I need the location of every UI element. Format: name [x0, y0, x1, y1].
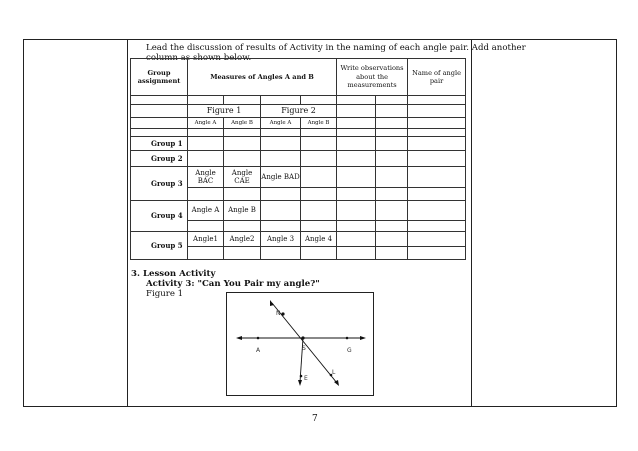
activity-title: Activity 3: "Can You Pair my angle?"	[146, 279, 320, 289]
fig2-angle-b: Angle B	[301, 118, 337, 129]
point-n	[281, 312, 284, 315]
group-5-angle-2: Angle2	[224, 232, 261, 247]
label-l: L	[332, 369, 336, 376]
header-angle-pair-name: Name of angle pair	[408, 59, 466, 96]
group-1-label: Group 1	[131, 137, 188, 151]
group-3-label: Group 3	[131, 167, 188, 201]
figure-2-header: Figure 2	[261, 105, 337, 118]
header-observations: Write observations about the measurements	[337, 59, 408, 96]
point-g	[346, 337, 349, 340]
header-measures: Measures of Angles A and B	[188, 59, 337, 96]
results-table	[130, 58, 466, 260]
figure-caption: Figure 1	[146, 289, 184, 299]
point-a	[257, 337, 260, 340]
fig1-angle-a: Angle A	[188, 118, 224, 129]
group-4-angle-b: Angle B	[224, 201, 261, 221]
label-e: E	[304, 375, 308, 382]
label-n: N	[276, 310, 281, 317]
group-3-angle-bad: Angle BAD	[261, 167, 301, 188]
fig2-angle-a: Angle A	[261, 118, 301, 129]
point-s	[301, 336, 304, 339]
intro-line-1: Lead the discussion of results of Activity in the naming of each angle pair. Add another	[146, 43, 526, 53]
group-5-angle-1: Angle1	[188, 232, 224, 247]
group-5-angle-4: Angle 4	[301, 232, 337, 247]
figure-1-header: Figure 1	[188, 105, 261, 118]
group-3-angle-bac: Angle BAC	[188, 167, 224, 188]
group-2-label: Group 2	[131, 151, 188, 167]
group-5-label: Group 5	[131, 232, 188, 260]
fig1-angle-b: Angle B	[224, 118, 261, 129]
left-column-divider	[127, 39, 128, 407]
lesson-heading: 3. Lesson Activity	[131, 269, 216, 279]
page-number: 7	[312, 414, 318, 424]
angle-figure	[226, 292, 374, 396]
label-g: G	[347, 347, 352, 354]
group-4-label: Group 4	[131, 201, 188, 232]
group-5-angle-3: Angle 3	[261, 232, 301, 247]
right-column-divider	[471, 39, 472, 407]
label-a: A	[256, 347, 261, 354]
header-group-assignment: Group assignment	[131, 59, 188, 96]
label-s: S	[302, 345, 306, 352]
intro-line-2: column as shown below.	[146, 53, 252, 63]
group-3-angle-cae: Angle CAE	[224, 167, 261, 188]
group-4-angle-a: Angle A	[188, 201, 224, 221]
point-e	[300, 375, 303, 378]
